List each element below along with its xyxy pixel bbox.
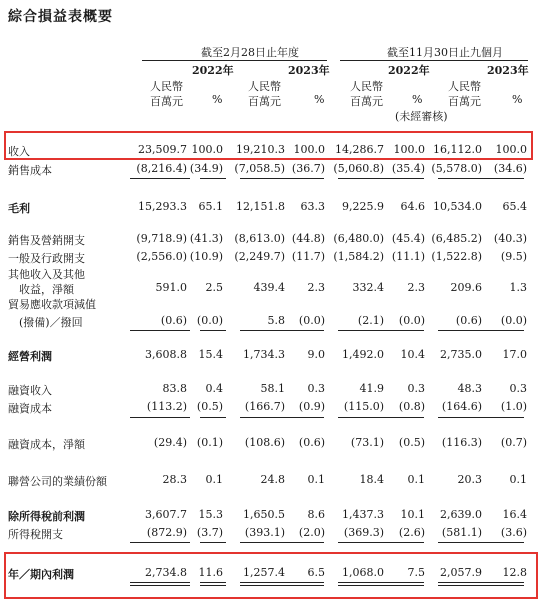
row-label: 經營利潤: [8, 350, 52, 363]
percent-cell: 9.0: [307, 348, 325, 361]
amount-cell: (0.6): [160, 314, 187, 327]
percent-cell: (11.7): [291, 250, 325, 263]
amount-cell: 591.0: [155, 281, 187, 294]
year-label: 2022年: [388, 64, 430, 77]
percent-cell: 7.5: [407, 566, 425, 579]
subtotal-underline: [498, 542, 524, 543]
total-double-underline: [438, 582, 498, 586]
percent-cell: 65.4: [502, 200, 527, 213]
subtotal-underline: [438, 417, 498, 418]
subtotal-underline: [498, 417, 524, 418]
percent-cell: (0.0): [398, 314, 425, 327]
amount-cell: 15,293.3: [138, 200, 187, 213]
percent-cell: 65.1: [198, 200, 223, 213]
total-double-underline: [298, 582, 324, 586]
row-label: 毛利: [8, 202, 30, 215]
table-row: [0, 266, 550, 280]
table-row: [0, 296, 550, 310]
amount-cell: (113.2): [146, 400, 187, 413]
percent-cell: 12.8: [502, 566, 527, 579]
percent-cell: (0.0): [500, 314, 527, 327]
percent-cell: (2.6): [398, 526, 425, 539]
amount-cell: (164.6): [441, 400, 482, 413]
unit-rmb: 人民幣: [350, 80, 383, 93]
percent-cell: (0.5): [398, 436, 425, 449]
unit-rmb: 人民幣: [448, 80, 481, 93]
table-row: [0, 200, 550, 214]
table-row: [0, 508, 550, 522]
row-label: 所得稅開支: [8, 528, 63, 541]
percent-cell: 1.3: [509, 281, 527, 294]
row-label: 收入: [8, 145, 30, 158]
amount-cell: 3,607.7: [145, 508, 187, 521]
amount-cell: 9,225.9: [342, 200, 384, 213]
percent-cell: 0.1: [307, 473, 325, 486]
percent-cell: (0.0): [298, 314, 325, 327]
percent-cell: (35.4): [391, 162, 425, 175]
amount-cell: 20.3: [457, 473, 482, 486]
percent-cell: 8.6: [307, 508, 325, 521]
amount-cell: 2,735.0: [440, 348, 482, 361]
percent-cell: 100.0: [293, 143, 325, 156]
amount-cell: (872.9): [146, 526, 187, 539]
subtotal-underline: [338, 417, 398, 418]
row-label: 年／期內利潤: [8, 568, 74, 581]
amount-cell: (115.0): [343, 400, 384, 413]
unaudited-note: (未經審核): [395, 110, 448, 123]
percent-cell: 100.0: [495, 143, 527, 156]
percent-cell: (40.3): [493, 232, 527, 245]
amount-cell: 24.8: [260, 473, 285, 486]
amount-cell: 1,068.0: [342, 566, 384, 579]
unit-rmb: 人民幣: [248, 80, 281, 93]
total-double-underline: [130, 582, 190, 586]
amount-cell: (166.7): [244, 400, 285, 413]
row-label: 其他收入及其他: [8, 268, 85, 281]
subtotal-underline: [298, 330, 324, 331]
subtotal-underline: [438, 542, 498, 543]
subtotal-underline: [130, 542, 190, 543]
amount-cell: (2.1): [357, 314, 384, 327]
amount-cell: 14,286.7: [335, 143, 384, 156]
row-label: 一般及行政開支: [8, 252, 85, 265]
amount-cell: 1,257.4: [243, 566, 285, 579]
amount-cell: (1,584.2): [333, 250, 384, 263]
amount-cell: (7,058.5): [234, 162, 285, 175]
subtotal-underline: [298, 542, 324, 543]
amount-cell: 28.3: [162, 473, 187, 486]
subtotal-underline: [398, 417, 424, 418]
percent-cell: 100.0: [393, 143, 425, 156]
percent-cell: (3.7): [196, 526, 223, 539]
period-header-annual-underline: [142, 60, 327, 61]
percent-cell: 0.3: [407, 382, 425, 395]
amount-cell: 12,151.8: [236, 200, 285, 213]
unit-percent: %: [212, 93, 223, 106]
amount-cell: 1,650.5: [243, 508, 285, 521]
subtotal-underline: [200, 330, 226, 331]
subtotal-underline: [498, 330, 524, 331]
amount-cell: (2,556.0): [136, 250, 187, 263]
subtotal-underline: [298, 417, 324, 418]
amount-cell: 19,210.3: [236, 143, 285, 156]
subtotal-underline: [240, 542, 300, 543]
amount-cell: 332.4: [352, 281, 384, 294]
percent-cell: 2.3: [407, 281, 425, 294]
percent-cell: (41.3): [189, 232, 223, 245]
amount-cell: 2,734.8: [145, 566, 187, 579]
amount-cell: (581.1): [441, 526, 482, 539]
profit-highlight-box: [4, 552, 538, 599]
subtotal-underline: [298, 178, 324, 179]
amount-cell: (8,613.0): [234, 232, 285, 245]
subtotal-underline: [338, 330, 398, 331]
row-label: 銷售成本: [8, 164, 52, 177]
revenue-highlight-box: [4, 131, 533, 160]
amount-cell: 1,437.3: [342, 508, 384, 521]
amount-cell: 5.8: [267, 314, 285, 327]
percent-cell: 6.5: [307, 566, 325, 579]
percent-cell: 2.3: [307, 281, 325, 294]
percent-cell: 0.4: [205, 382, 223, 395]
table-row: [0, 382, 550, 396]
table-row: [0, 232, 550, 246]
percent-cell: 0.1: [407, 473, 425, 486]
amount-cell: 209.6: [450, 281, 482, 294]
percent-cell: (44.8): [291, 232, 325, 245]
amount-cell: (108.6): [244, 436, 285, 449]
table-row: [0, 400, 550, 414]
subtotal-underline: [438, 330, 498, 331]
unit-million: 百萬元: [448, 95, 481, 108]
table-row: [0, 473, 550, 487]
amount-cell: 2,639.0: [440, 508, 482, 521]
row-label: 融資成本: [8, 402, 52, 415]
unit-million: 百萬元: [350, 95, 383, 108]
row-label: 除所得稅前利潤: [8, 510, 85, 523]
percent-cell: (0.7): [500, 436, 527, 449]
subtotal-underline: [338, 542, 398, 543]
subtotal-underline: [398, 178, 424, 179]
year-label: 2022年: [192, 64, 234, 77]
amount-cell: (393.1): [244, 526, 285, 539]
percent-cell: (0.9): [298, 400, 325, 413]
subtotal-underline: [130, 178, 190, 179]
row-label: 貿易應收款項減值: [8, 298, 96, 311]
total-double-underline: [398, 582, 424, 586]
amount-cell: (0.6): [455, 314, 482, 327]
percent-cell: 11.6: [198, 566, 223, 579]
subtotal-underline: [438, 178, 498, 179]
amount-cell: 439.4: [253, 281, 285, 294]
year-label: 2023年: [487, 64, 529, 77]
percent-cell: 0.1: [509, 473, 527, 486]
percent-cell: (11.1): [391, 250, 425, 263]
amount-cell: (6,480.0): [333, 232, 384, 245]
amount-cell: 23,509.7: [138, 143, 187, 156]
percent-cell: (36.7): [291, 162, 325, 175]
amount-cell: (116.3): [441, 436, 482, 449]
percent-cell: 63.3: [300, 200, 325, 213]
percent-cell: 10.1: [400, 508, 425, 521]
unit-percent: %: [314, 93, 325, 106]
subtotal-underline: [200, 542, 226, 543]
table-row: [0, 436, 550, 450]
subtotal-underline: [338, 178, 398, 179]
amount-cell: (1,522.8): [431, 250, 482, 263]
amount-cell: (5,578.0): [431, 162, 482, 175]
percent-cell: 100.0: [191, 143, 223, 156]
percent-cell: (0.0): [196, 314, 223, 327]
percent-cell: 17.0: [502, 348, 527, 361]
subtotal-underline: [498, 178, 524, 179]
amount-cell: 2,057.9: [440, 566, 482, 579]
percent-cell: 15.4: [198, 348, 223, 361]
subtotal-underline: [240, 330, 300, 331]
percent-cell: (0.1): [196, 436, 223, 449]
percent-cell: 15.3: [198, 508, 223, 521]
table-row: [0, 526, 550, 540]
amount-cell: 10,534.0: [433, 200, 482, 213]
amount-cell: (9,718.9): [136, 232, 187, 245]
subtotal-underline: [398, 542, 424, 543]
percent-cell: 64.6: [400, 200, 425, 213]
amount-cell: (369.3): [343, 526, 384, 539]
period-header-nine-months-underline: [340, 60, 528, 61]
unit-percent: %: [412, 93, 423, 106]
row-label: (撥備)／撥回: [8, 316, 83, 329]
row-label: 聯營公司的業績份額: [8, 475, 107, 488]
amount-cell: 18.4: [359, 473, 384, 486]
percent-cell: (3.6): [500, 526, 527, 539]
percent-cell: 16.4: [502, 508, 527, 521]
subtotal-underline: [240, 178, 300, 179]
table-row: [0, 250, 550, 264]
subtotal-underline: [130, 417, 190, 418]
subtotal-underline: [240, 417, 300, 418]
year-label: 2023年: [288, 64, 330, 77]
percent-cell: 2.5: [205, 281, 223, 294]
amount-cell: (8,216.4): [136, 162, 187, 175]
subtotal-underline: [398, 330, 424, 331]
total-double-underline: [200, 582, 226, 586]
amount-cell: 48.3: [457, 382, 482, 395]
row-label: 融資收入: [8, 384, 52, 397]
percent-cell: 0.3: [307, 382, 325, 395]
page-title: 綜合損益表概要: [8, 9, 113, 25]
table-row: [0, 281, 550, 295]
total-double-underline: [498, 582, 524, 586]
period-header-nine-months: 截至11月30日止九個月: [387, 46, 503, 59]
table-row: [0, 162, 550, 176]
percent-cell: (45.4): [391, 232, 425, 245]
amount-cell: 3,608.8: [145, 348, 187, 361]
subtotal-underline: [200, 178, 226, 179]
amount-cell: 1,492.0: [342, 348, 384, 361]
amount-cell: (73.1): [350, 436, 384, 449]
amount-cell: 58.1: [260, 382, 285, 395]
percent-cell: 0.1: [205, 473, 223, 486]
percent-cell: (34.9): [189, 162, 223, 175]
table-row: [0, 314, 550, 328]
table-row: [0, 348, 550, 362]
total-double-underline: [338, 582, 398, 586]
period-header-annual: 截至2月28日止年度: [201, 46, 299, 59]
percent-cell: (1.0): [500, 400, 527, 413]
percent-cell: (0.8): [398, 400, 425, 413]
percent-cell: 0.3: [509, 382, 527, 395]
percent-cell: (0.5): [196, 400, 223, 413]
unit-million: 百萬元: [150, 95, 183, 108]
total-double-underline: [240, 582, 300, 586]
row-label: 融資成本，淨額: [8, 438, 85, 451]
unit-million: 百萬元: [248, 95, 281, 108]
row-label: 銷售及營銷開支: [8, 234, 85, 247]
row-label: 收益，淨額: [8, 283, 74, 296]
amount-cell: 41.9: [359, 382, 384, 395]
percent-cell: (2.0): [298, 526, 325, 539]
percent-cell: 10.4: [400, 348, 425, 361]
amount-cell: (29.4): [153, 436, 187, 449]
subtotal-underline: [130, 330, 190, 331]
unit-rmb: 人民幣: [150, 80, 183, 93]
amount-cell: 16,112.0: [433, 143, 482, 156]
percent-cell: (10.9): [189, 250, 223, 263]
amount-cell: (2,249.7): [234, 250, 285, 263]
amount-cell: 1,734.3: [243, 348, 285, 361]
percent-cell: (9.5): [500, 250, 527, 263]
amount-cell: (5,060.8): [333, 162, 384, 175]
percent-cell: (0.6): [298, 436, 325, 449]
amount-cell: 83.8: [162, 382, 187, 395]
subtotal-underline: [200, 417, 226, 418]
percent-cell: (34.6): [493, 162, 527, 175]
unit-percent: %: [512, 93, 523, 106]
amount-cell: (6,485.2): [431, 232, 482, 245]
